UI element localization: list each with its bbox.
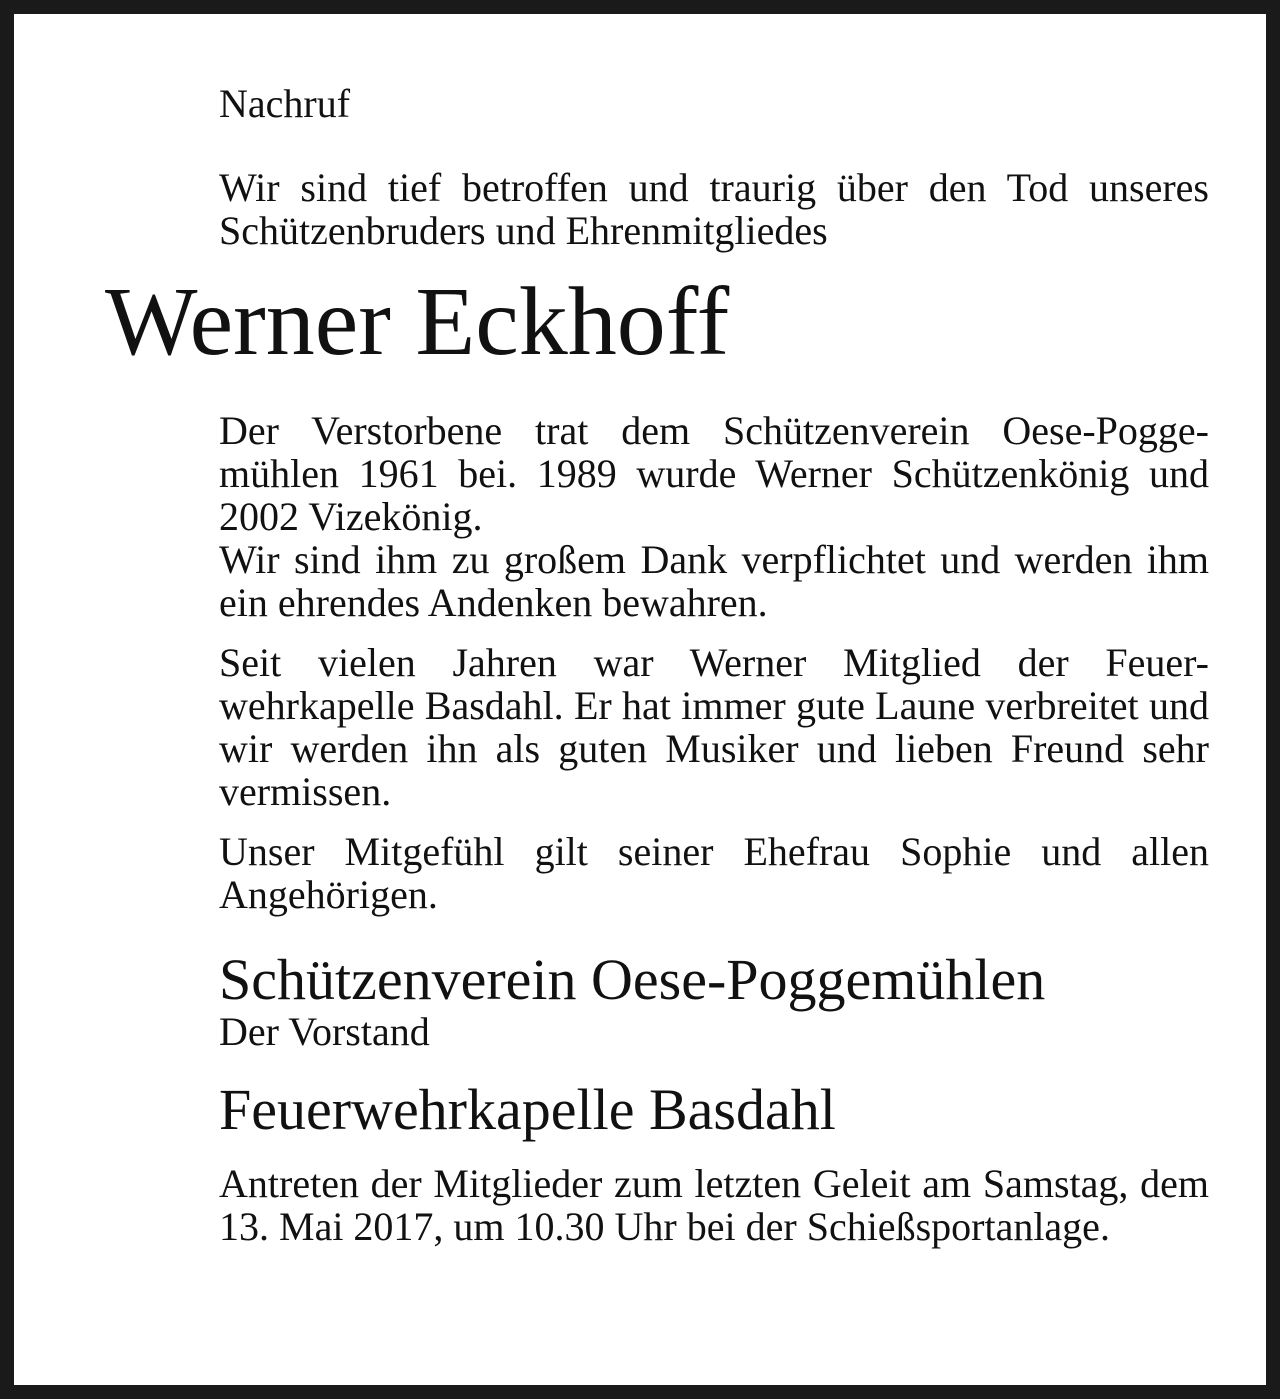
paragraph-membership	[219, 409, 1209, 624]
intro-text: Wir sind tief betroffen und traurig über den Tod unseres Schützenbruders und Ehrenmitgliedes	[219, 165, 1209, 253]
organization-board: Der Vorstand	[219, 1009, 430, 1054]
notice-heading: Nachruf	[219, 81, 351, 126]
paragraph-membership-a: Der Verstorbene trat dem Schützenverein Oese-Pogge-mühlen 1961 bei. 1989 wurde Werner Schützenkönig und 2002 Vizekönig.	[219, 408, 1209, 539]
organization-shooting-club: Schützenverein Oese-Poggemühlen	[219, 947, 1046, 1012]
organization-fire-band: Feuerwehrkapelle Basdahl	[219, 1077, 836, 1142]
paragraph-membership-b: Wir sind ihm zu großem Dank verpflichtet und werden ihm ein ehrendes Andenken bewahren.	[219, 537, 1209, 625]
obituary-content	[105, 81, 1209, 1249]
deceased-name: Werner Eckhoff	[105, 268, 730, 376]
paragraph-condolence: Unser Mitgefühl gilt seiner Ehefrau Sophie und allen Angehörigen.	[219, 829, 1209, 917]
closing-text: Antreten der Mitglieder zum letzten Geleit am Samstag, dem 13. Mai 2017, um 10.30 Uhr bei der Schießsportanlage.	[219, 1161, 1209, 1249]
paragraph-band: Seit vielen Jahren war Werner Mitglied der Feuer-wehrkapelle Basdahl. Er hat immer gute Laune verbreitet und wir werden ihn als guten Musiker und lieben Freund sehr vermissen.	[219, 640, 1209, 814]
